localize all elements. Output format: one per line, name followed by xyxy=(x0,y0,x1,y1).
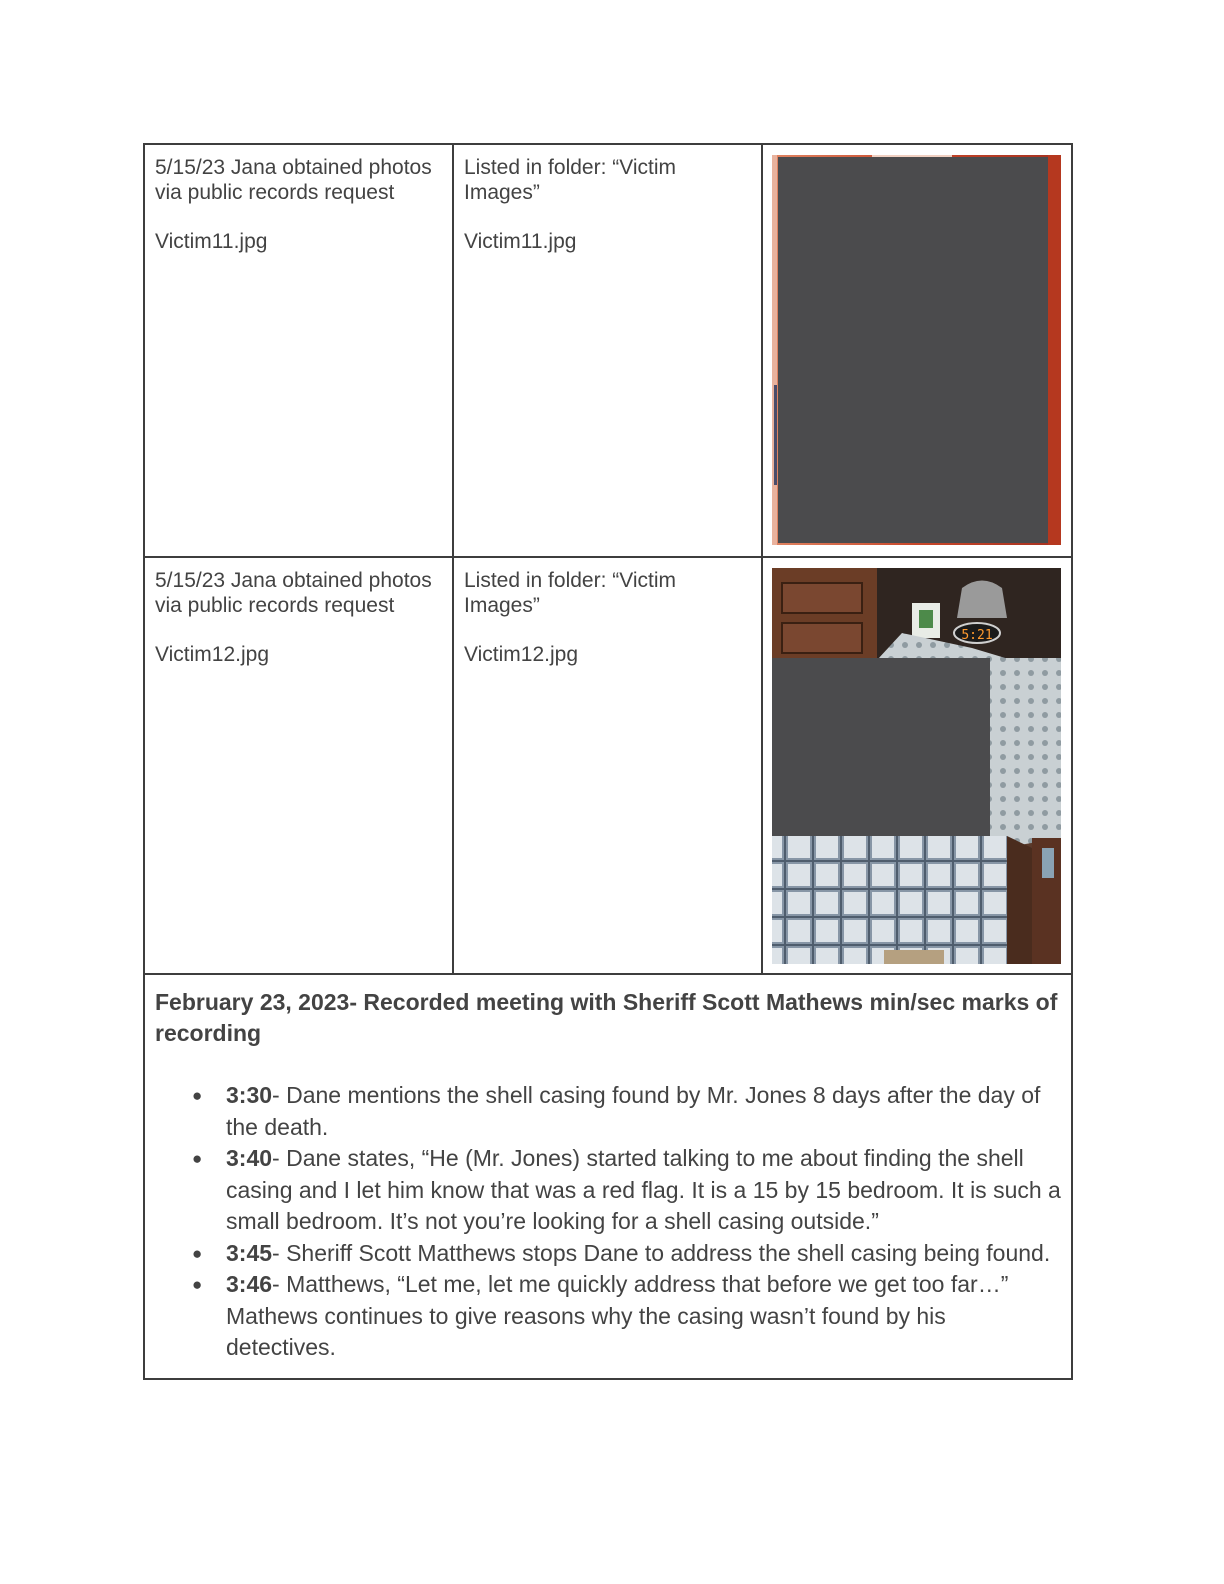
table-row xyxy=(144,557,1072,974)
timestamp: 3:46 xyxy=(226,1271,273,1297)
timestamp: 3:45 xyxy=(226,1239,273,1266)
redaction-block xyxy=(772,658,990,836)
victim12-photo xyxy=(772,568,1061,964)
source-text: 5/15/23 Jana obtained photos via public records request xyxy=(155,156,432,204)
table-row xyxy=(144,974,1072,1379)
bullet-icon: ● xyxy=(192,1243,203,1263)
timestamp: 3:40 xyxy=(226,1145,273,1171)
source-cell xyxy=(144,557,453,974)
image-cell xyxy=(762,557,1072,974)
meeting-notes-list xyxy=(155,1080,1061,1364)
evidence-table xyxy=(143,143,1073,1380)
note-text: - Matthews, “Let me, let me quickly address that before we get too far…” Mathews continues to give reasons why the casing wasn’t found by his detectives. xyxy=(226,1271,1009,1360)
note-text: - Dane mentions the shell casing found by Mr. Jones 8 days after the day of the death. xyxy=(226,1082,1041,1140)
location-text: Listed in folder: “Victim Images” xyxy=(464,156,677,204)
meeting-notes-cell xyxy=(144,974,1072,1379)
list-item xyxy=(192,1238,1061,1270)
list-item xyxy=(192,1269,1061,1364)
source-filename: Victim11.jpg xyxy=(155,230,268,253)
bullet-icon: ● xyxy=(192,1275,203,1294)
note-text: - Dane states, “He (Mr. Jones) started talking to me about finding the shell casing and I let him know that was a red flag. It is a 15 by 15 bedroom. It is such a small bedroom. It’s not you’re looking for a shell casing outside.” xyxy=(226,1145,1061,1234)
location-filename: Victim12.jpg xyxy=(464,643,579,666)
note-text: - Sheriff Scott Matthews stops Dane to address the shell casing being found. xyxy=(272,1239,1051,1266)
source-text: 5/15/23 Jana obtained photos via public records request xyxy=(155,569,432,617)
source-filename: Victim12.jpg xyxy=(155,643,270,666)
bullet-icon: ● xyxy=(192,1149,203,1168)
meeting-title: February 23, 2023- Recorded meeting with Sheriff Scott Mathews min/sec marks of recording xyxy=(155,989,1058,1046)
image-cell xyxy=(762,144,1072,557)
list-item xyxy=(192,1080,1061,1143)
victim11-photo xyxy=(772,155,1061,545)
location-text: Listed in folder: “Victim Images” xyxy=(464,569,677,617)
source-cell xyxy=(144,144,453,557)
location-filename: Victim11.jpg xyxy=(464,230,577,253)
alarm-clock-display: 5:21 xyxy=(961,628,993,643)
table-row xyxy=(144,144,1072,557)
bullet-icon: ● xyxy=(192,1086,203,1105)
redaction-block xyxy=(778,157,1048,543)
list-item xyxy=(192,1143,1061,1238)
timestamp: 3:30 xyxy=(226,1082,273,1108)
location-cell xyxy=(453,144,762,557)
location-cell xyxy=(453,557,762,974)
